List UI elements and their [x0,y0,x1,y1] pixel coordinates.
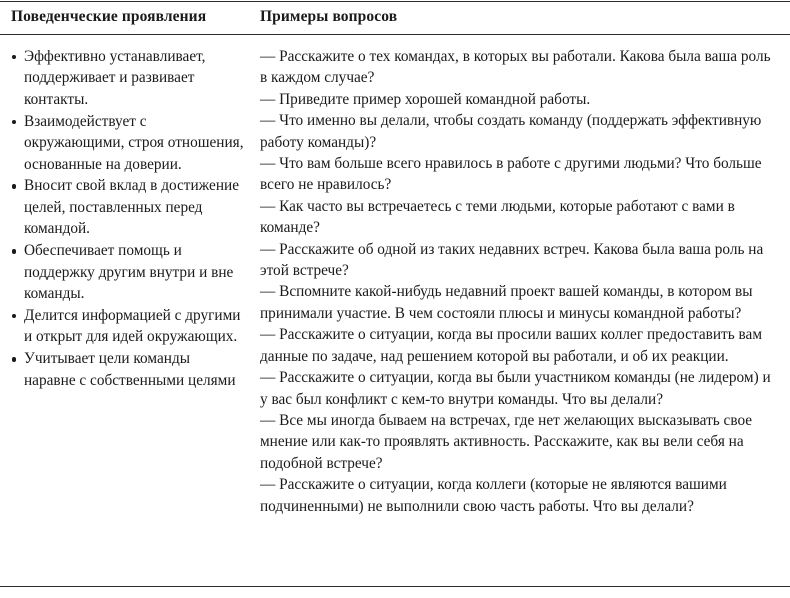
column-header-example-questions: Примеры вопросов [260,8,398,25]
indicator-list [0,46,244,391]
question-item: — Что вам больше всего нравилось в работе с другими людьми? Что больше всего не нравилось? [260,155,762,194]
list-item: Учитывает цели команды наравне с собственными целями [0,348,244,391]
list-item: Обеспечивает помощь и поддержку другим внутри и вне команды. [0,240,244,304]
list-item: Взаимодействует с окружающими, строя отношения, основанные на доверии. [0,111,244,175]
question-item: — Все мы иногда бываем на встречах, где нет желающих высказывать свое мнение или как-то проявлять активность. Расскажите, как вы вели себя на подобной встрече? [260,411,753,472]
question-item: — Расскажите о ситуации, когда коллеги (которые не являются вашими подчиненными) не выполнили свою часть работы. Что вы делали? [260,476,727,515]
question-item: — Расскажите об одной из таких недавних встреч. Какова была ваша роль на этой встрече? [260,240,764,280]
list-item: Вносит свой вклад в достижение целей, поставленных перед командой. [0,175,244,239]
question-item: — Приведите пример хорошей командной работы. [260,90,591,108]
list-item: Эффективно устанавливает, поддерживает и развивает контакты. [0,46,244,110]
question-item: — Вспомните какой-нибудь недавний проект вашей команды, в котором вы принимали участие. В чем состояли плюсы и минусы командной работы? [260,283,753,322]
question-item: — Как часто вы встречаетесь с теми людьми, которые работают с вами в команде? [260,197,735,237]
question-item: — Расскажите о тех командах, в которых вы работали. Какова была ваша роль в каждом случае? [260,48,771,87]
table-body-row [0,35,790,586]
table-bottom-border [0,586,790,587]
column-header-behavioral-indicators: Поведенческие проявления [11,8,207,25]
table-header-row [0,0,790,34]
question-item: — Что именно вы делали, чтобы создать команду (поддержать эффективную работу команды)? [260,112,762,151]
cell-behavioral-indicators [0,35,254,392]
question-item: — Расскажите о ситуации, когда вы были участником команды (не лидером) и у вас был конфликт с кем-то внутри команды. Что вы делали? [260,369,771,408]
cell-example-questions [254,35,790,517]
question-item: — Расскажите о ситуации, когда вы просили ваших коллег предоставить вам данные по задаче, над решением которой вы работали, и об их реакции. [260,326,763,365]
question-list [260,46,776,517]
list-item: Делится информацией с другими и открыт для идей окружающих. [0,305,244,348]
